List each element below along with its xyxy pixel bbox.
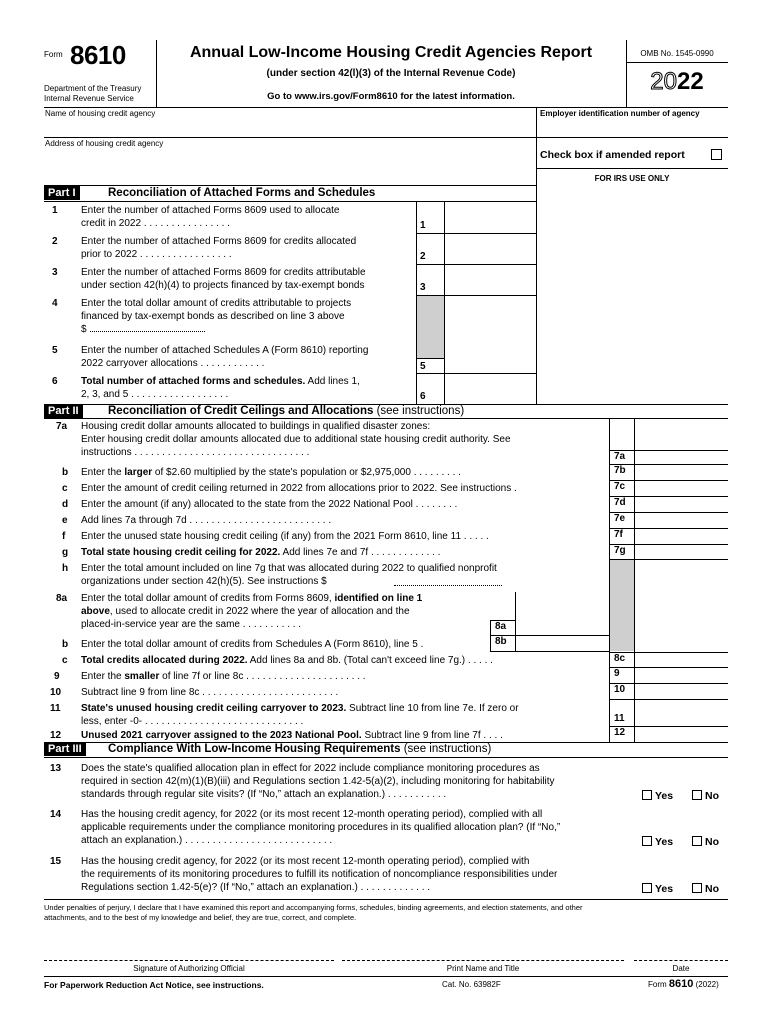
- line-text-1: Enter the total dollar amount of credits attributable to projects: [81, 298, 352, 309]
- q15-yes-option[interactable]: [642, 883, 673, 895]
- line-text-2: prior to 2022 . . . . . . . . . . . . . . . . .: [81, 249, 232, 260]
- text-post: Subtract line 10 from line 7e. If zero or: [346, 703, 519, 714]
- line-text: [81, 466, 461, 479]
- part2-title-suffix: (see instructions): [373, 405, 465, 417]
- perjury-line-2: attachments, and to the best of my knowledge and belief, they are true, correct, and complete.: [44, 913, 357, 922]
- q14-yes-checkbox[interactable]: [642, 836, 652, 846]
- box-5: 5: [416, 358, 444, 374]
- line-number: 9: [54, 671, 60, 682]
- q15-no-checkbox[interactable]: [692, 883, 702, 893]
- part3-title: [108, 742, 491, 756]
- text-post: Subtract line 9 from line 7f . . . .: [361, 730, 503, 741]
- q14-no-option[interactable]: [692, 836, 719, 848]
- yes-label: Yes: [655, 790, 674, 802]
- line-text-bold: Total number of attached forms and schedules.: [81, 376, 306, 387]
- box-1: 1: [416, 204, 444, 234]
- tax-year: [626, 68, 728, 96]
- line-number: 11: [50, 703, 61, 714]
- text-post: of $2.60 multiplied by the state's population or $2,975,000 . . . . . . . . .: [152, 467, 461, 478]
- input-9[interactable]: [635, 668, 728, 684]
- box-2: 2: [416, 235, 444, 265]
- q14-no-checkbox[interactable]: [692, 836, 702, 846]
- dept-line-1: Department of the Treasury: [44, 84, 142, 93]
- box-7c: 7c: [609, 481, 634, 497]
- line-number: 1: [52, 205, 58, 216]
- input-line-6[interactable]: [445, 389, 536, 405]
- q13-no-option[interactable]: [692, 790, 719, 802]
- line-number: 10: [50, 687, 62, 698]
- line-text-1: Enter the total amount included on line 7g that was allocated during 2022 to qualified nonprofit: [81, 563, 497, 574]
- line-text-3: Regulations section 1.42-5(e)? (If “No,” attach an explanation.) . . . . . . . . . . . . .: [81, 882, 431, 893]
- divider: [626, 62, 728, 63]
- input-line-1[interactable]: [445, 204, 536, 234]
- box-7a: 7a: [609, 450, 634, 465]
- line-text-1: Enter the number of attached Schedules A (Form 8610) reporting: [81, 345, 369, 356]
- input-line-5[interactable]: [445, 358, 536, 374]
- print-name-label: Print Name and Title: [446, 964, 520, 973]
- line-number: 15: [50, 856, 62, 867]
- dept-line-2: Internal Revenue Service: [44, 94, 134, 103]
- department: [44, 84, 141, 104]
- text-post: , used to allocate credit in 2022 where the year of allocation and the: [109, 606, 410, 617]
- text-pre: Enter the: [81, 671, 125, 682]
- line-text-2: under section 42(h)(4) to projects financed by tax-exempt bonds: [81, 280, 365, 291]
- line-number: 12: [50, 730, 62, 741]
- input-7b[interactable]: [635, 465, 728, 481]
- address-label: Address of housing credit agency: [45, 139, 164, 148]
- yes-label: Yes: [655, 883, 674, 895]
- line-text-3: placed-in-service year are the same . . . . . . . . . . .: [81, 619, 302, 630]
- form-subtitle: (under section 42(l)(3) of the Internal Revenue Code): [266, 68, 516, 79]
- omb-number: OMB No. 1545-0990: [640, 49, 714, 58]
- text-pre: Enter the total dollar amount of credits from Forms 8609,: [81, 593, 335, 604]
- input-line-4[interactable]: [90, 324, 205, 332]
- q15-no-option[interactable]: [692, 883, 719, 895]
- input-11[interactable]: [635, 700, 728, 727]
- divider: [44, 757, 728, 758]
- line-text-2: less, enter -0- . . . . . . . . . . . . . . . . . . . . . . . . . . . . .: [81, 716, 304, 727]
- name-label: Name of housing credit agency: [45, 109, 156, 118]
- divider: [44, 899, 728, 900]
- input-12[interactable]: [635, 727, 728, 742]
- line-text-1: Enter the number of attached Forms 8609 for credits attributable: [81, 267, 366, 278]
- box-6: 6: [420, 391, 426, 402]
- input-8b[interactable]: [515, 636, 609, 652]
- shaded-area: [417, 296, 444, 358]
- divider: [44, 107, 728, 108]
- part1-label: Part I: [44, 186, 80, 200]
- amended-checkbox[interactable]: [711, 149, 722, 160]
- box-7e: 7e: [609, 513, 634, 529]
- form-word: Form: [44, 50, 63, 59]
- line-text-3: standards through regular site visits? (If “No,” attach an explanation.) . . . . . . . . . . .: [81, 789, 447, 800]
- part3-title-suffix: (see instructions): [400, 743, 492, 755]
- line-text-2: organizations under section 42(h)(5). See instructions $: [81, 576, 327, 587]
- input-7e[interactable]: [635, 513, 728, 529]
- text-bold: Unused 2021 carryover assigned to the 2023 National Pool.: [81, 730, 362, 741]
- input-line-3[interactable]: [445, 266, 536, 296]
- irs-use-only: FOR IRS USE ONLY: [594, 174, 670, 183]
- line-text: [81, 375, 413, 401]
- paperwork-notice: For Paperwork Reduction Act Notice, see instructions.: [44, 980, 264, 990]
- address-field[interactable]: [44, 150, 535, 186]
- line-text: [81, 670, 366, 683]
- box-7f: 7f: [609, 529, 634, 545]
- line-text: [81, 420, 601, 459]
- text-bold: Total credits allocated during 2022.: [81, 655, 248, 666]
- ein-field[interactable]: [538, 120, 728, 136]
- line-text: Enter the amount (if any) allocated to the state from the 2022 National Pool . . . . . . . .: [81, 499, 458, 510]
- line-text-1: Does the state's qualified allocation plan in effect for 2022 include compliance monitoring procedures as: [81, 763, 540, 774]
- footer-form-id: [648, 978, 719, 990]
- line-text: Subtract line 9 from line 8c . . . . . . . . . . . . . . . . . . . . . . . . .: [81, 687, 339, 698]
- q13-yes-checkbox[interactable]: [642, 790, 652, 800]
- goto-instructions: Go to www.irs.gov/Form8610 for the latest information.: [267, 91, 515, 102]
- q14-yes-option[interactable]: [642, 836, 673, 848]
- part2-title-text: Reconciliation of Credit Ceilings and Allocations: [108, 405, 374, 417]
- line-text: Enter the unused state housing credit ceiling (if any) from the 2021 Form 8610, line 11 . . . . .: [81, 531, 489, 542]
- line-text-1: Has the housing credit agency, for 2022 (or its most recent 12-month operating period), complied with all: [81, 809, 543, 820]
- line-text: [81, 592, 501, 631]
- year-bold: 22: [677, 68, 704, 95]
- text-bold: identified on line 1: [334, 593, 423, 604]
- shaded-area: [610, 559, 634, 651]
- line-text: [81, 729, 503, 742]
- box-12: 12: [609, 727, 634, 742]
- line-number: 5: [52, 345, 58, 356]
- line-number: c: [62, 483, 68, 494]
- divider: [44, 201, 536, 202]
- line-text-2: the requirements of its monitoring procedures to fulfill its notification of noncompliance responsibilities under: [81, 869, 558, 880]
- form-number: 8610: [70, 40, 126, 70]
- perjury-statement: [44, 903, 728, 923]
- box-8a: 8a: [490, 620, 515, 636]
- line-number: c: [62, 655, 68, 666]
- name-field[interactable]: [44, 120, 535, 136]
- part3-label: Part III: [44, 742, 86, 756]
- divider: [44, 137, 728, 138]
- divider: [44, 976, 728, 977]
- box-9: 9: [609, 668, 634, 684]
- line-number: f: [62, 531, 66, 542]
- line-text: [81, 266, 413, 292]
- part2-title: [108, 404, 464, 418]
- date-label: Date: [672, 964, 690, 973]
- box-11: 11: [609, 700, 634, 727]
- q13-no-checkbox[interactable]: [692, 790, 702, 800]
- line-text-3: instructions . . . . . . . . . . . . . . . . . . . . . . . . . . . . . . . .: [81, 447, 310, 458]
- line-text: [81, 235, 413, 261]
- form-title: Annual Low-Income Housing Credit Agencies Report: [189, 44, 593, 61]
- line-text: Enter the total dollar amount of credits from Schedules A (Form 8610), line 5 .: [81, 639, 424, 650]
- year-outline: 20: [650, 68, 677, 95]
- line-text-2: 2022 carryover allocations . . . . . . . . . . . .: [81, 358, 265, 369]
- part3-title-text: Compliance With Low-Income Housing Requirements: [108, 743, 401, 755]
- text-post: Add lines 8a and 8b. (Total can't exceed line 7g.) . . . . .: [247, 655, 493, 666]
- line-text: [81, 654, 493, 667]
- text-bold-2: above: [81, 606, 110, 617]
- divider: [536, 107, 537, 137]
- part1-title: Reconciliation of Attached Forms and Schedules: [108, 187, 376, 199]
- line-text-3: attach an explanation.) . . . . . . . . . . . . . . . . . . . . . . . . . . .: [81, 835, 333, 846]
- line-text: [81, 762, 637, 801]
- text-bold: smaller: [124, 671, 160, 682]
- box-7g: 7g: [609, 545, 634, 560]
- line-number: e: [62, 515, 68, 526]
- line-text-1: Housing credit dollar amounts allocated to buildings in qualified disaster zones:: [81, 421, 431, 432]
- line-text-1: Enter the number of attached Forms 8609 for credits allocated: [81, 236, 357, 247]
- perjury-line-1: Under penalties of perjury, I declare that I have examined this report and accompanying forms, schedules, binding agreements, and election statements, and other: [44, 903, 583, 912]
- line-text: [81, 546, 440, 559]
- line-number: 7a: [56, 421, 68, 432]
- line-text-1: Has the housing credit agency, for 2022 (or its most recent 12-month operating period), complied with: [81, 856, 530, 867]
- box-3: 3: [416, 266, 444, 296]
- box-7d: 7d: [609, 497, 634, 513]
- q15-yes-checkbox[interactable]: [642, 883, 652, 893]
- footer-form-number: 8610: [668, 978, 694, 990]
- line-text-2: applicable requirements under the compliance monitoring procedures in its qualified allocation plan? (If “No,”: [81, 822, 561, 833]
- line-number: 8a: [56, 593, 68, 604]
- footer-form-year: (2022): [695, 980, 719, 989]
- line-number: h: [62, 563, 69, 574]
- line-text: [81, 562, 601, 588]
- line-number: 3: [52, 267, 58, 278]
- input-8a[interactable]: [515, 592, 609, 636]
- catalog-number: Cat. No. 63982F: [442, 980, 501, 989]
- line-number: 2: [52, 236, 58, 247]
- input-7h[interactable]: [394, 578, 502, 586]
- box-7b: 7b: [609, 465, 634, 481]
- box-10: 10: [609, 684, 634, 700]
- text-bold: State's unused housing credit ceiling carryover to 2023.: [81, 703, 347, 714]
- line-text-1: Enter the number of attached Forms 8609 used to allocate: [81, 205, 340, 216]
- line-number: 6: [52, 376, 58, 387]
- line-text: [81, 855, 637, 894]
- line-text: [81, 344, 413, 370]
- line-number: b: [62, 467, 69, 478]
- line-text: Add lines 7a through 7d . . . . . . . . . . . . . . . . . . . . . . . . . .: [81, 515, 332, 526]
- input-8c[interactable]: [635, 652, 728, 668]
- line-text: [81, 204, 413, 230]
- q13-yes-option[interactable]: [642, 790, 673, 802]
- line-number: g: [62, 547, 69, 558]
- line-text: [81, 702, 607, 728]
- line-text-2: Enter housing credit dollar amounts allocated due to additional state housing credit authority. See: [81, 434, 511, 445]
- dollar-sign: $: [81, 324, 87, 335]
- signature-label: Signature of Authorizing Official: [133, 964, 245, 973]
- line-text-2: required in section 42(m)(1)(B)(iii) and Regulations section 1.42-5(a)(2), including monitoring for habitability: [81, 776, 555, 787]
- input-7g[interactable]: [635, 545, 728, 560]
- no-label: No: [705, 790, 719, 802]
- input-7d[interactable]: [635, 497, 728, 513]
- line-number: 4: [52, 298, 58, 309]
- text-pre: Enter the: [81, 467, 125, 478]
- line-text-2: credit in 2022 . . . . . . . . . . . . . . . .: [81, 218, 230, 229]
- no-label: No: [705, 836, 719, 848]
- no-label: No: [705, 883, 719, 895]
- amended-label: Check box if amended report: [540, 149, 685, 161]
- ein-label: Employer identification number of agency: [540, 109, 700, 118]
- text-bold: Total state housing credit ceiling for 2022.: [81, 547, 281, 558]
- divider: [536, 168, 728, 169]
- text-post: of line 7f or line 8c . . . . . . . . . . . . . . . . . . . . . .: [159, 671, 366, 682]
- line-number: b: [62, 639, 69, 650]
- input-line-2[interactable]: [445, 235, 536, 265]
- input-7c[interactable]: [635, 481, 728, 497]
- input-7f[interactable]: [635, 529, 728, 545]
- footer-form-word: Form: [648, 980, 667, 989]
- input-10[interactable]: [635, 684, 728, 700]
- line-number: 14: [50, 809, 62, 820]
- box-8c: 8c: [609, 652, 634, 668]
- line-text-1: Add lines 1,: [305, 376, 360, 387]
- box-8b: 8b: [490, 636, 515, 652]
- line-text: Enter the amount of credit ceiling returned in 2022 from allocations prior to 2022. See instructions .: [81, 483, 517, 494]
- yes-label: Yes: [655, 836, 674, 848]
- text-bold: larger: [124, 467, 153, 478]
- part2-label: Part II: [44, 404, 83, 418]
- input-7a[interactable]: [635, 450, 728, 465]
- line-text: [81, 808, 637, 847]
- text-post: Add lines 7e and 7f . . . . . . . . . . . . .: [280, 547, 441, 558]
- line-number: d: [62, 499, 69, 510]
- divider: [44, 418, 728, 419]
- line-text-2: financed by tax-exempt bonds as described on line 3 above: [81, 311, 345, 322]
- line-text-2: 2, 3, and 5 . . . . . . . . . . . . . . . . . .: [81, 389, 229, 400]
- line-number: 13: [50, 763, 62, 774]
